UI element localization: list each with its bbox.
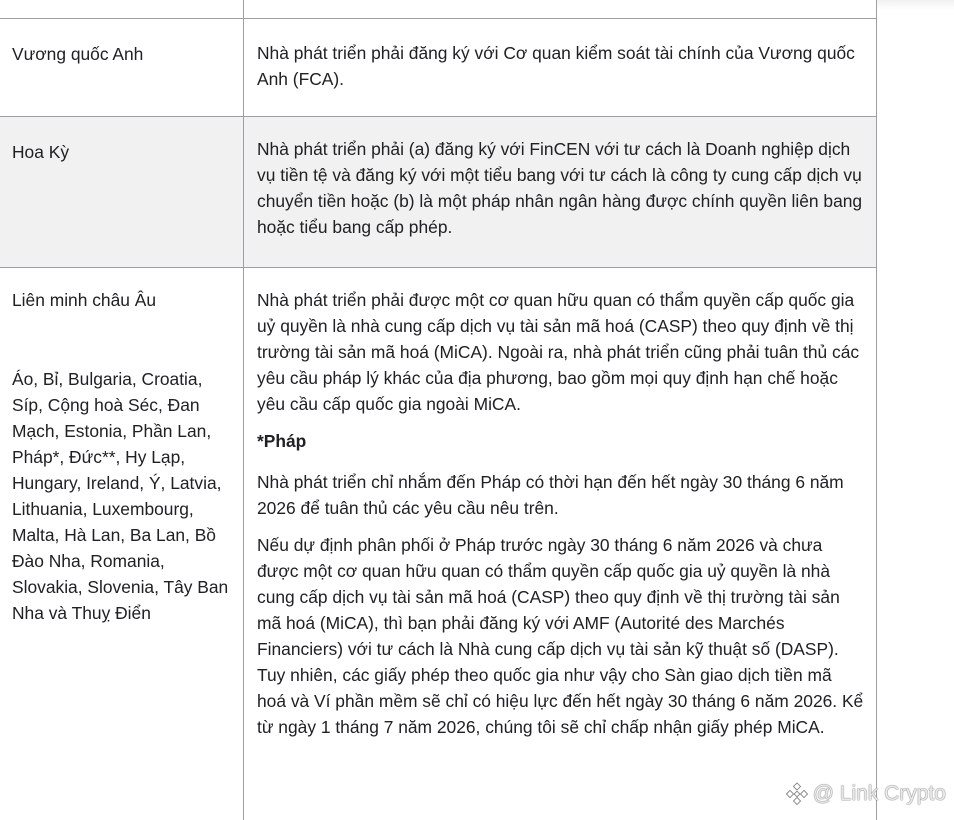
france-heading: *Pháp xyxy=(257,431,307,451)
requirement-text: Nhà phát triển phải đăng ký với Cơ quan kiểm soát tài chính của Vương quốc Anh (FCA). xyxy=(257,43,855,89)
requirement-cell-eu xyxy=(244,268,877,820)
requirement-text: Nhà phát triển phải (a) đăng ký với FinCEN với tư cách là Doanh nghiệp dịch vụ tiền tệ và đăng ký với một tiểu bang với tư cách là công ty cung cấp dịch vụ chuyển tiền hoặc (b) là một pháp nhân ngân hàng được chính quyền liên bang hoặc tiểu bang cấp phép. xyxy=(257,139,863,237)
region-cell-eu xyxy=(0,268,244,820)
requirement-text: Nhà phát triển phải được một cơ quan hữu quan có thẩm quyền cấp quốc gia uỷ quyền là nhà cung cấp dịch vụ tài sản mã hoá (CASP) theo quy định về thị trường tài sản mã hoá (MiCA). Ngoài ra, nhà phát triển cũng phải tuân thủ các yêu cầu pháp lý khác của địa phương, bao gồm mọi quy định hạn chế hoặc yêu cầu cấp quốc gia ngoài MiCA. xyxy=(257,290,860,414)
table-row-us xyxy=(0,117,877,268)
partial-cell-left xyxy=(0,0,244,19)
requirement-cell-us xyxy=(244,117,877,268)
table-row-uk xyxy=(0,19,877,117)
partial-cell-right xyxy=(244,0,877,19)
region-name: Liên minh châu Âu xyxy=(12,290,157,310)
table-row-eu xyxy=(0,268,877,820)
top-scroll-strip xyxy=(876,0,954,10)
table-row-partial xyxy=(0,0,877,19)
region-name: Vương quốc Anh xyxy=(12,44,144,64)
france-deadline-text: Nhà phát triển chỉ nhắm đến Pháp có thời hạn đến hết ngày 30 tháng 6 năm 2026 để tuân thủ các yêu cầu nêu trên. xyxy=(257,472,844,518)
france-detail-text: Nếu dự định phân phối ở Pháp trước ngày 30 tháng 6 năm 2026 và chưa được một cơ quan hữu quan có thẩm quyền cấp quốc gia uỷ quyền là nhà cung cấp dịch vụ tài sản mã hoá (CASP) theo quy định về thị trường tài sản mã hoá (MiCA), thì bạn phải đăng ký với AMF (Autorité des Marchés Financiers) với tư cách là Nhà cung cấp dịch vụ tài sản kỹ thuật số (DASP). Tuy nhiên, các giấy phép theo quốc gia như vậy cho Sàn giao dịch tiền mã hoá và Ví phần mềm sẽ chỉ có hiệu lực đến hết ngày 30 tháng 6 năm 2026. Kể từ ngày 1 tháng 7 năm 2026, chúng tôi sẽ chỉ chấp nhận giấy phép MiCA. xyxy=(257,535,864,737)
country-list: Áo, Bỉ, Bulgaria, Croatia, Síp, Cộng hoà Séc, Đan Mạch, Estonia, Phần Lan, Pháp*, Đức**, Hy Lạp, Hungary, Ireland, Ý, Latvia, Lithuania, Luxembourg, Malta, Hà Lan, Ba Lan, Bồ Đào Nha, Romania, Slovakia, Slovenia, Tây Ban Nha và Thuỵ Điển xyxy=(12,369,229,623)
region-cell-uk xyxy=(0,19,244,117)
watermark xyxy=(785,782,946,806)
watermark-text: @ Link Crypto xyxy=(812,782,946,805)
region-cell-us xyxy=(0,117,244,268)
binance-square-icon xyxy=(785,782,809,806)
requirement-cell-uk xyxy=(244,19,877,117)
region-name: Hoa Kỳ xyxy=(12,142,70,162)
